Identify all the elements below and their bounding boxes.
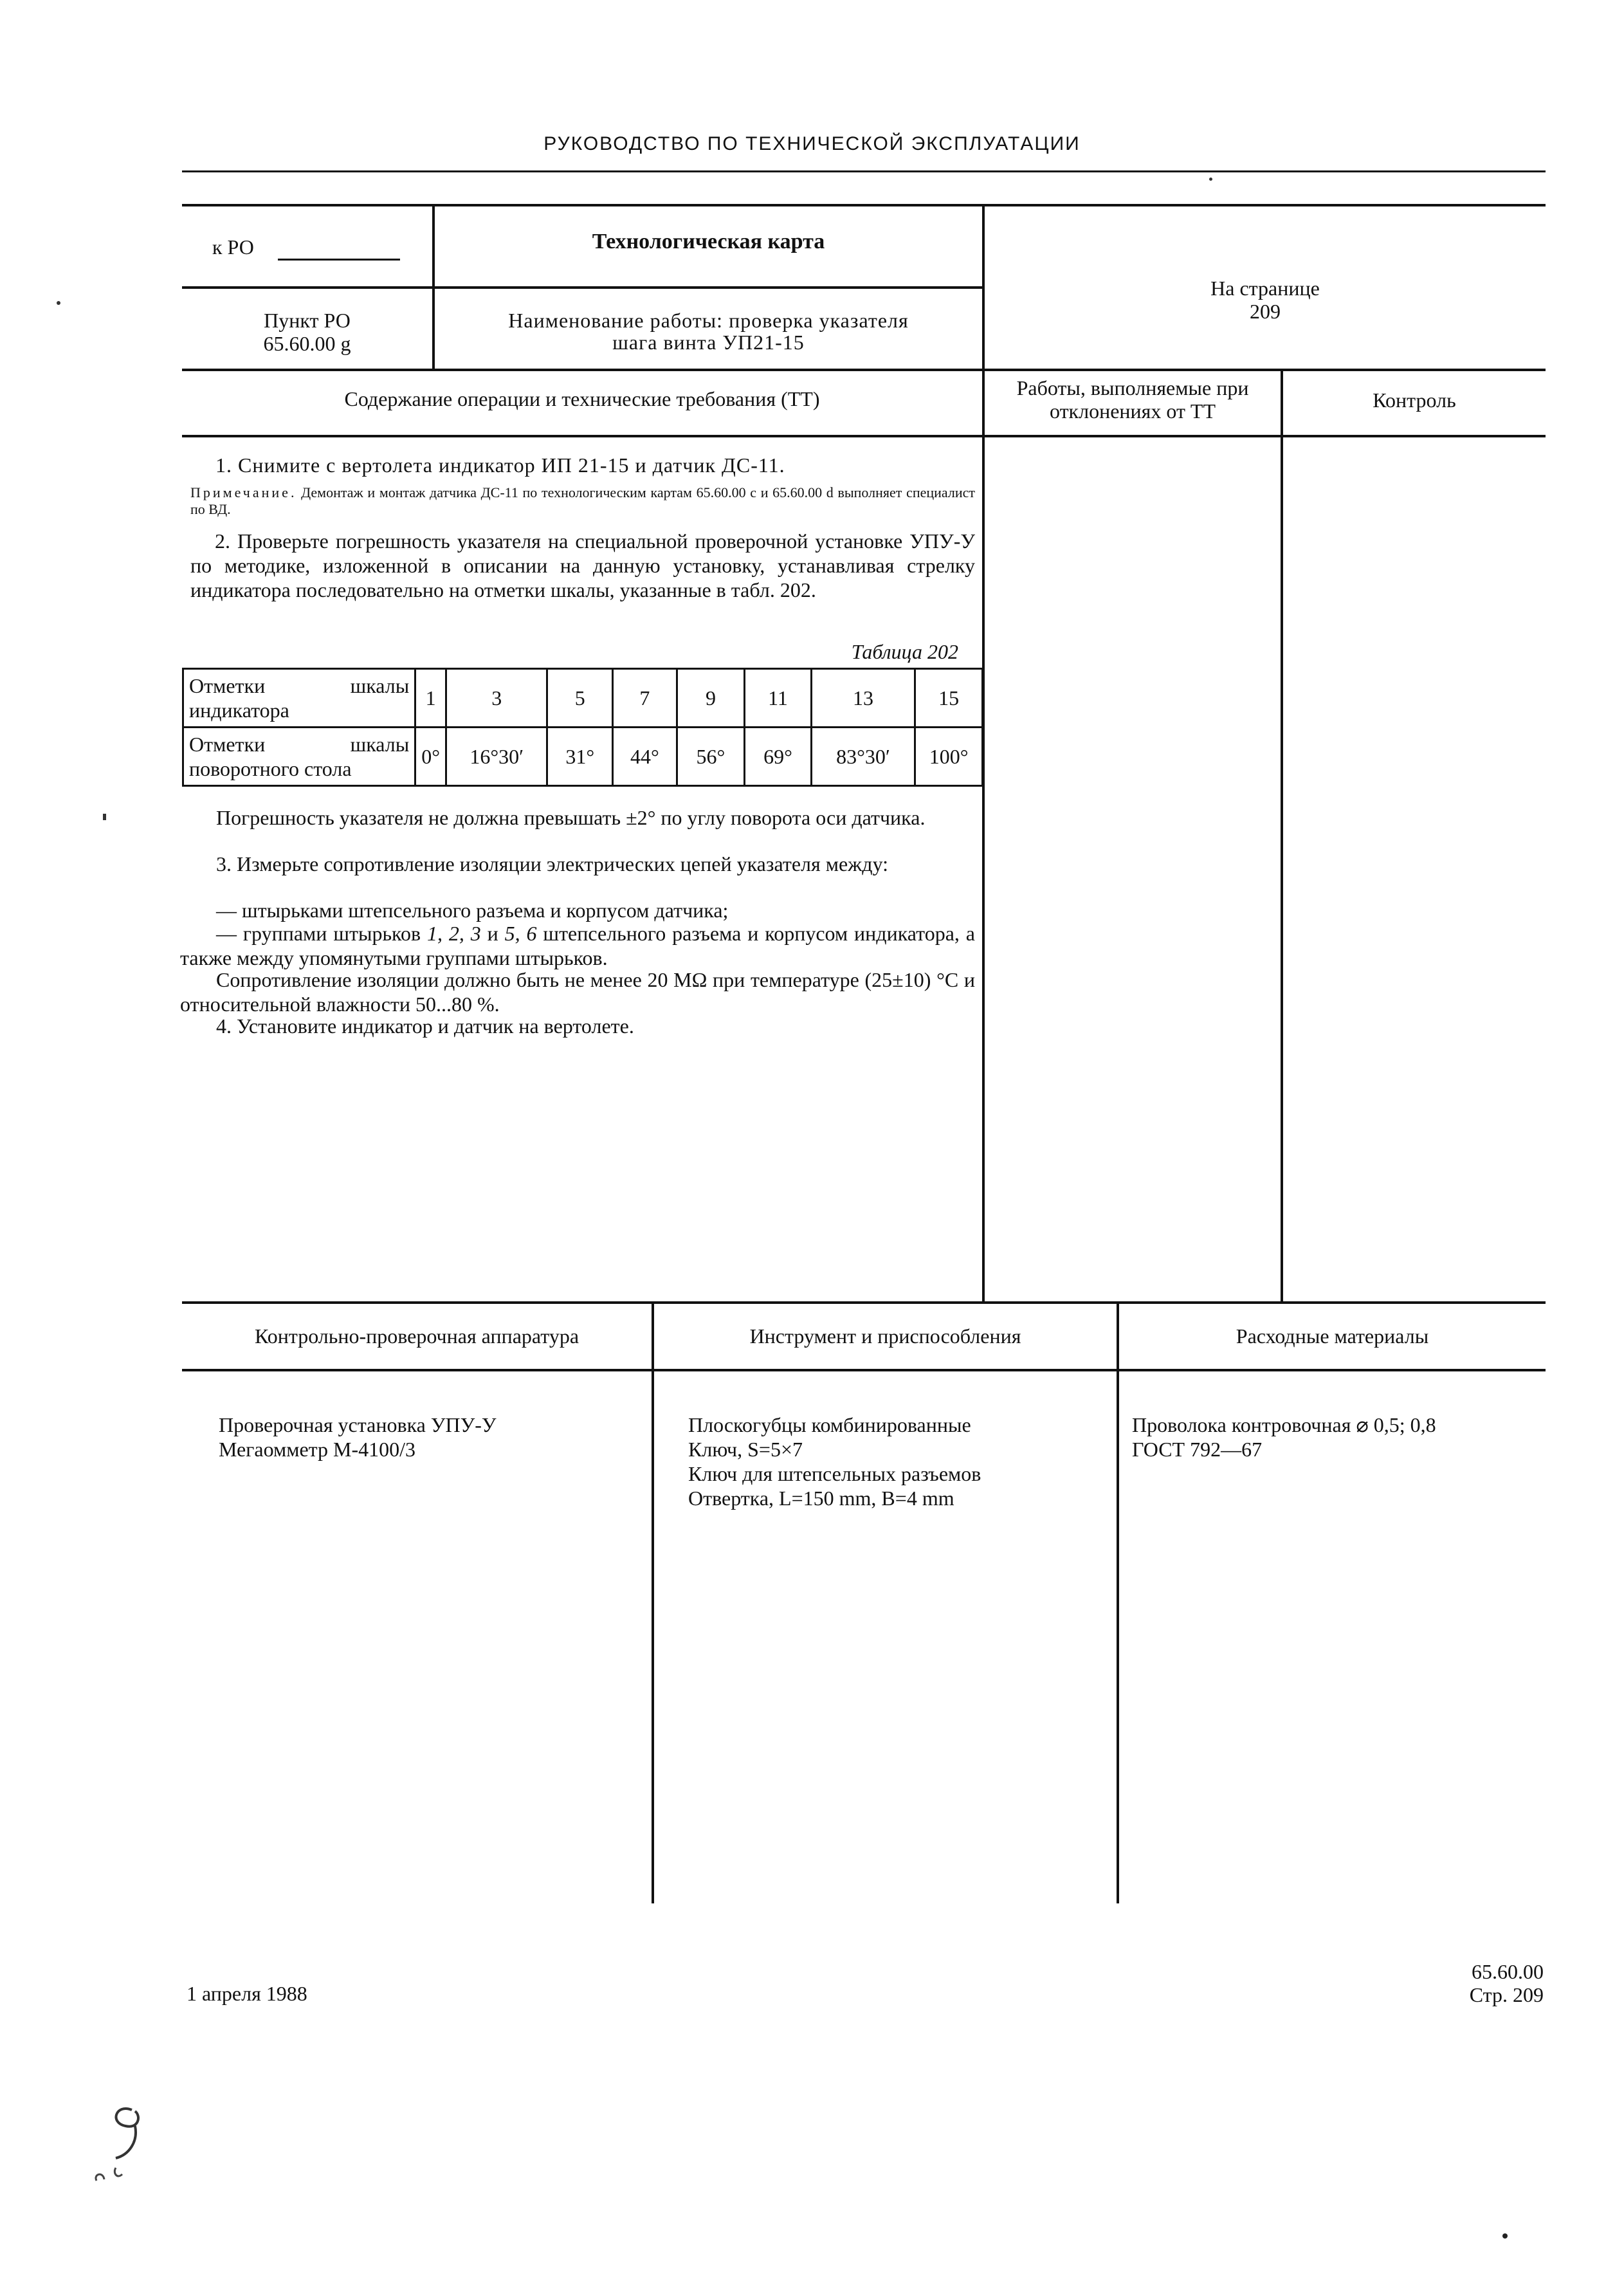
scan-dot <box>1209 178 1212 181</box>
bullet-1: — штырьками штепсельного разъема и корпусом датчика; <box>216 899 729 922</box>
scan-dot <box>1502 2233 1508 2239</box>
bullet-2-start: — группами штырьков <box>216 922 427 945</box>
step-4: 4. Установите индикатор и датчик на вертолете. <box>216 1014 634 1038</box>
list-item: Мегаомметр М-4100/3 <box>219 1438 416 1461</box>
error-requirement: Погрешность указателя не должна превышать ±2° по углу поворота оси датчика. <box>216 806 926 829</box>
table-cell: 56° <box>677 728 745 786</box>
table-cell: 5 <box>547 669 613 728</box>
footer-page: Стр. 209 <box>1469 1983 1544 2006</box>
scan-dot <box>103 814 106 820</box>
bullet-2-and: и <box>480 922 505 945</box>
table-cell: 1 <box>415 669 446 728</box>
table-cell: 100° <box>915 728 983 786</box>
list-item: Проверочная установка УПУ-У <box>219 1413 497 1436</box>
k-ro-label: к РО <box>212 235 254 259</box>
table-202 <box>182 668 983 787</box>
table-cell: 11 <box>745 669 812 728</box>
footer-date: 1 апреля 1988 <box>187 1982 307 2005</box>
control-column-divider <box>1281 369 1283 1301</box>
list-item: Ключ, S=5×7 <box>688 1438 803 1461</box>
equipment-header: Контрольно-проверочная аппаратура <box>254 1324 579 1348</box>
tools-list <box>688 1413 1113 1510</box>
pin-groups-2: 5, 6 <box>504 922 537 945</box>
materials-header: Расходные материалы <box>1236 1324 1429 1348</box>
table-row-turntable <box>183 728 983 786</box>
punkt-label: Пункт РО <box>264 309 351 332</box>
table-caption: Таблица 202 <box>851 640 958 663</box>
bottom-header-border <box>182 1369 1546 1371</box>
table-cell: 13 <box>811 669 915 728</box>
table-row-indicator <box>183 669 983 728</box>
list-item: Проволока контровочная ⌀ 0,5; 0,8 <box>1132 1413 1436 1436</box>
table-cell: 7 <box>613 669 677 728</box>
on-page-label: На странице <box>1210 277 1320 300</box>
tools-header: Инструмент и приспособления <box>749 1324 1021 1348</box>
header-rule <box>182 170 1546 172</box>
card-top-border <box>182 204 1546 206</box>
list-item: Отвертка, L=150 mm, B=4 mm <box>688 1487 954 1510</box>
column-header-bottom-border <box>182 435 1546 437</box>
handwritten-mark <box>77 2097 167 2200</box>
step-1: 1. Снимите с вертолета индикатор ИП 21-15 и датчик ДС-11. <box>215 453 785 477</box>
table-cell: 83°30′ <box>811 728 915 786</box>
footer-doc-number: 65.60.00 <box>1472 1960 1544 1983</box>
materials-list <box>1132 1413 1544 1461</box>
table-cell: 44° <box>613 728 677 786</box>
note-text: Демонтаж и монтаж датчика ДС-11 по технологическим картам 65.60.00 c и 65.60.00 d выполняет специалист по ВД. <box>190 484 975 517</box>
scan-dot <box>57 301 60 305</box>
k-ro-underline <box>278 259 400 261</box>
work-name-line2: шага винта УП21-15 <box>612 331 805 354</box>
deviation-header-line2: отклонениях от ТТ <box>1049 399 1216 423</box>
bullet-2 <box>180 921 975 970</box>
table-cell: 15 <box>915 669 983 728</box>
list-item: Плоскогубцы комбинированные <box>688 1413 971 1436</box>
table-cell: 3 <box>446 669 547 728</box>
table-cell: 31° <box>547 728 613 786</box>
list-item: ГОСТ 792—67 <box>1132 1438 1263 1461</box>
table-cell: 69° <box>745 728 812 786</box>
table-cell: 9 <box>677 669 745 728</box>
bottom-divider-1 <box>652 1301 654 1903</box>
table-row-label: Отметки шкалы поворотного стола <box>183 728 415 786</box>
bottom-divider-2 <box>1117 1301 1119 1903</box>
deviation-header-line1: Работы, выполняемые при <box>1016 376 1249 399</box>
punkt-number: 65.60.00 g <box>263 332 351 355</box>
work-name-line1: Наименование работы: проверка указателя <box>508 309 909 332</box>
document-header-title: РУКОВОДСТВО ПО ТЕХНИЧЕСКОЙ ЭКСПЛУАТАЦИИ <box>543 133 1081 154</box>
control-column-header: Контроль <box>1373 389 1456 412</box>
note-label: Примечание. <box>190 484 297 500</box>
table-cell: 0° <box>415 728 446 786</box>
list-item: Ключ для штепсельных разъемов <box>688 1462 981 1485</box>
table-cell: 16°30′ <box>446 728 547 786</box>
card-bottom-border <box>182 369 1546 371</box>
on-page-number: 209 <box>1250 300 1281 323</box>
step-3: 3. Измерьте сопротивление изоляции электрических цепей указателя между: <box>216 852 889 875</box>
bottom-section-top-border <box>182 1301 1546 1304</box>
equipment-list <box>219 1413 643 1461</box>
content-column-header: Содержание операции и технические требования (ТТ) <box>344 387 820 410</box>
pin-groups-1: 1, 2, 3 <box>426 922 481 945</box>
card-mid-border <box>182 286 983 289</box>
bullet-2-end: штепсельного разъема и корпусом индикатора, а также между упомянутыми группами штырьков. <box>180 922 975 969</box>
table-row-label: Отметки шкалы индикатора <box>183 669 415 728</box>
step-2: 2. Проверьте погрешность указателя на специальной проверочной установке УПУ-У по методике, изложенной в описании на данную установку, устанавливая стрелку индикатора последовательно на отметки шкалы, указанные в табл. 202. <box>190 529 975 601</box>
note <box>190 484 975 518</box>
card-title: Технологическая карта <box>592 230 825 253</box>
insulation-resistance: Сопротивление изоляции должно быть не менее 20 MΩ при температуре (25±10) °C и относительной влажности 50...80 %. <box>180 968 975 1016</box>
